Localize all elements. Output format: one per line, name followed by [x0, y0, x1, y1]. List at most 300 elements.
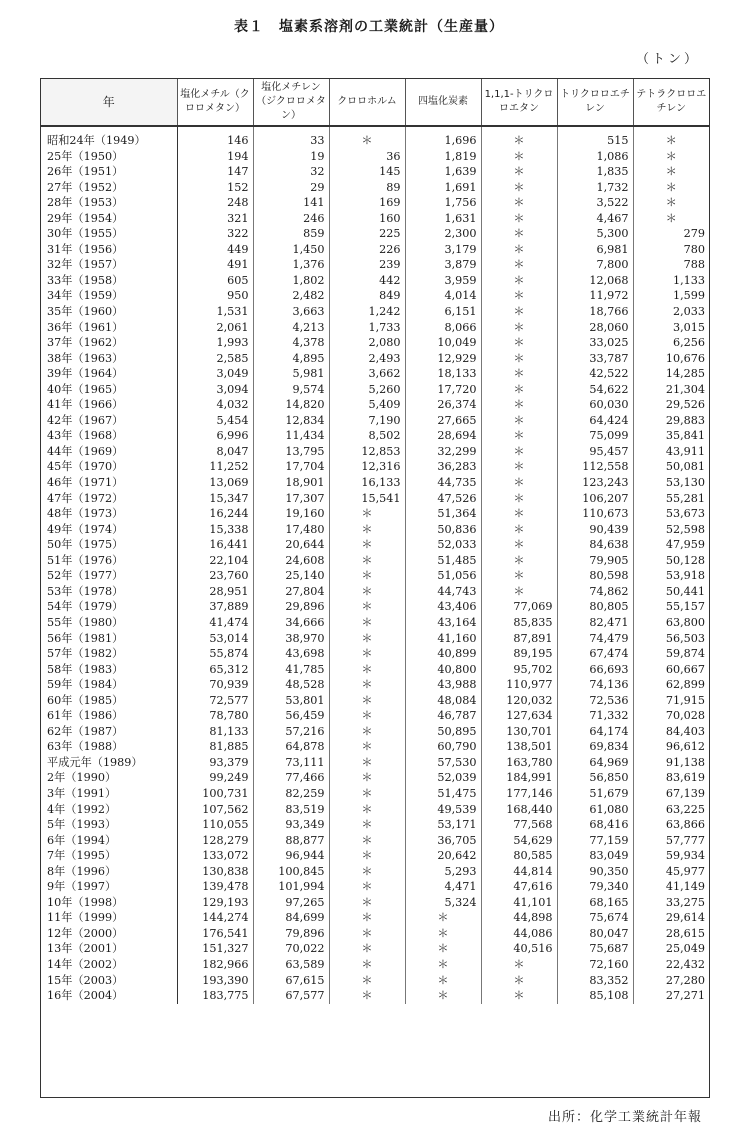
cell-tetrachloroethylene: 57,777 [633, 833, 709, 849]
cell-carbon-tetrachloride: 52,039 [405, 770, 481, 786]
cell-trichloroethylene: 51,679 [557, 786, 633, 802]
cell-trichloroethane: 47,616 [481, 879, 557, 895]
cell-chloroform: ＊ [329, 833, 405, 849]
table-row [41, 926, 709, 942]
cell-chloroform: ＊ [329, 802, 405, 818]
cell-dichloromethane: 41,785 [253, 662, 329, 678]
cell-carbon-tetrachloride: 49,539 [405, 802, 481, 818]
cell-tetrachloroethylene: 53,918 [633, 568, 709, 584]
cell-carbon-tetrachloride: ＊ [405, 957, 481, 973]
cell-trichloroethane: ＊ [481, 180, 557, 196]
cell-dichloromethane: 24,608 [253, 553, 329, 569]
cell-tetrachloroethylene: 59,934 [633, 848, 709, 864]
cell-year: 38年（1963） [41, 351, 177, 367]
table-row [41, 973, 709, 989]
table-row [41, 739, 709, 755]
table-row [41, 770, 709, 786]
cell-trichloroethylene: 5,300 [557, 226, 633, 242]
cell-chloromethane: 491 [177, 257, 253, 273]
table-row [41, 226, 709, 242]
cell-dichloromethane: 84,699 [253, 910, 329, 926]
cell-trichloroethylene: 84,638 [557, 537, 633, 553]
cell-chloroform: 16,133 [329, 475, 405, 491]
cell-year: 28年（1953） [41, 195, 177, 211]
cell-chloromethane: 248 [177, 195, 253, 211]
table-row [41, 599, 709, 615]
cell-chloromethane: 193,390 [177, 973, 253, 989]
cell-year: 51年（1976） [41, 553, 177, 569]
cell-tetrachloroethylene: 43,911 [633, 444, 709, 460]
cell-carbon-tetrachloride: 51,056 [405, 568, 481, 584]
cell-carbon-tetrachloride: 3,179 [405, 242, 481, 258]
cell-chloromethane: 41,474 [177, 615, 253, 631]
cell-dichloromethane: 19 [253, 149, 329, 165]
cell-carbon-tetrachloride: 44,735 [405, 475, 481, 491]
cell-tetrachloroethylene: 27,271 [633, 988, 709, 1004]
cell-chloroform: ＊ [329, 677, 405, 693]
cell-trichloroethane: 40,516 [481, 941, 557, 957]
table-row [41, 459, 709, 475]
cell-year: 14年（2002） [41, 957, 177, 973]
cell-chloroform: 5,409 [329, 397, 405, 413]
cell-dichloromethane: 56,459 [253, 708, 329, 724]
cell-chloromethane: 107,562 [177, 802, 253, 818]
cell-chloromethane: 3,049 [177, 366, 253, 382]
cell-year: 54年（1979） [41, 599, 177, 615]
source-note: 出所：化学工業統計年報 [547, 1110, 702, 1125]
cell-trichloroethylene: 64,174 [557, 724, 633, 740]
cell-chloromethane: 1,993 [177, 335, 253, 351]
cell-trichloroethylene: 80,805 [557, 599, 633, 615]
cell-year: 2年（1990） [41, 770, 177, 786]
cell-year: 5年（1993） [41, 817, 177, 833]
cell-trichloroethylene: 515 [557, 126, 633, 149]
cell-carbon-tetrachloride: 44,743 [405, 584, 481, 600]
cell-dichloromethane: 79,896 [253, 926, 329, 942]
table-row [41, 988, 709, 1004]
cell-trichloroethane: 130,701 [481, 724, 557, 740]
cell-trichloroethane: ＊ [481, 320, 557, 336]
cell-dichloromethane: 20,644 [253, 537, 329, 553]
cell-year: 52年（1977） [41, 568, 177, 584]
cell-year: 平成元年（1989） [41, 755, 177, 771]
cell-carbon-tetrachloride: 60,790 [405, 739, 481, 755]
cell-carbon-tetrachloride: 36,283 [405, 459, 481, 475]
cell-tetrachloroethylene: 84,403 [633, 724, 709, 740]
statistics-table [40, 78, 710, 1098]
cell-trichloroethylene: 123,243 [557, 475, 633, 491]
cell-chloromethane: 16,441 [177, 537, 253, 553]
cell-chloromethane: 950 [177, 288, 253, 304]
table-row [41, 126, 709, 149]
cell-carbon-tetrachloride: 57,530 [405, 755, 481, 771]
table-row [41, 475, 709, 491]
cell-year: 12年（2000） [41, 926, 177, 942]
cell-chloromethane: 605 [177, 273, 253, 289]
cell-chloromethane: 129,193 [177, 895, 253, 911]
cell-trichloroethylene: 61,080 [557, 802, 633, 818]
cell-chloroform: 145 [329, 164, 405, 180]
table-row [41, 273, 709, 289]
cell-trichloroethylene: 18,766 [557, 304, 633, 320]
cell-trichloroethane: 110,977 [481, 677, 557, 693]
cell-trichloroethane: ＊ [481, 397, 557, 413]
cell-chloroform: ＊ [329, 895, 405, 911]
cell-tetrachloroethylene: 6,256 [633, 335, 709, 351]
cell-trichloroethane: ＊ [481, 444, 557, 460]
cell-trichloroethylene: 77,159 [557, 833, 633, 849]
cell-tetrachloroethylene: 59,874 [633, 646, 709, 662]
cell-chloroform: 1,242 [329, 304, 405, 320]
cell-trichloroethylene: 106,207 [557, 491, 633, 507]
cell-trichloroethane: ＊ [481, 164, 557, 180]
cell-tetrachloroethylene: 35,841 [633, 428, 709, 444]
cell-trichloroethylene: 74,479 [557, 631, 633, 647]
table-row [41, 786, 709, 802]
cell-chloromethane: 78,780 [177, 708, 253, 724]
table-row [41, 802, 709, 818]
cell-year: 32年（1957） [41, 257, 177, 273]
cell-trichloroethane: 95,702 [481, 662, 557, 678]
cell-dichloromethane: 4,378 [253, 335, 329, 351]
cell-tetrachloroethylene: 56,503 [633, 631, 709, 647]
table-row [41, 662, 709, 678]
cell-year: 47年（1972） [41, 491, 177, 507]
table-row [41, 957, 709, 973]
cell-trichloroethylene: 33,025 [557, 335, 633, 351]
cell-dichloromethane: 17,704 [253, 459, 329, 475]
cell-year: 6年（1994） [41, 833, 177, 849]
table-row [41, 506, 709, 522]
cell-carbon-tetrachloride: 48,084 [405, 693, 481, 709]
cell-trichloroethylene: 75,687 [557, 941, 633, 957]
cell-year: 25年（1950） [41, 149, 177, 165]
cell-trichloroethane: ＊ [481, 491, 557, 507]
cell-carbon-tetrachloride: 12,929 [405, 351, 481, 367]
cell-tetrachloroethylene: 67,139 [633, 786, 709, 802]
cell-year: 49年（1974） [41, 522, 177, 538]
cell-dichloromethane: 1,376 [253, 257, 329, 273]
cell-dichloromethane: 64,878 [253, 739, 329, 755]
table-row [41, 195, 709, 211]
cell-chloroform: 442 [329, 273, 405, 289]
cell-trichloroethylene: 95,457 [557, 444, 633, 460]
cell-dichloromethane: 93,349 [253, 817, 329, 833]
cell-tetrachloroethylene: 70,028 [633, 708, 709, 724]
cell-chloromethane: 151,327 [177, 941, 253, 957]
table-row [41, 910, 709, 926]
cell-trichloroethane: ＊ [481, 568, 557, 584]
cell-chloromethane: 128,279 [177, 833, 253, 849]
cell-tetrachloroethylene: 53,130 [633, 475, 709, 491]
header-trichloroethane: 1,1,1-トリクロロエタン [481, 79, 557, 126]
cell-trichloroethylene: 6,981 [557, 242, 633, 258]
cell-trichloroethylene: 68,416 [557, 817, 633, 833]
table-row [41, 755, 709, 771]
cell-trichloroethane: ＊ [481, 304, 557, 320]
cell-trichloroethane: ＊ [481, 537, 557, 553]
cell-year: 34年（1959） [41, 288, 177, 304]
cell-trichloroethylene: 80,598 [557, 568, 633, 584]
table-row [41, 677, 709, 693]
cell-tetrachloroethylene: 91,138 [633, 755, 709, 771]
cell-dichloromethane: 29,896 [253, 599, 329, 615]
cell-tetrachloroethylene: 29,614 [633, 910, 709, 926]
cell-dichloromethane: 246 [253, 211, 329, 227]
cell-tetrachloroethylene: 71,915 [633, 693, 709, 709]
cell-carbon-tetrachloride: 51,485 [405, 553, 481, 569]
table-row [41, 351, 709, 367]
cell-chloroform: 12,316 [329, 459, 405, 475]
cell-dichloromethane: 859 [253, 226, 329, 242]
cell-tetrachloroethylene: 2,033 [633, 304, 709, 320]
cell-trichloroethylene: 54,622 [557, 382, 633, 398]
cell-carbon-tetrachloride: 4,471 [405, 879, 481, 895]
cell-trichloroethane: 41,101 [481, 895, 557, 911]
cell-year: 13年（2001） [41, 941, 177, 957]
cell-dichloromethane: 11,434 [253, 428, 329, 444]
cell-dichloromethane: 70,022 [253, 941, 329, 957]
cell-year: 45年（1970） [41, 459, 177, 475]
table-row [41, 149, 709, 165]
cell-year: 15年（2003） [41, 973, 177, 989]
cell-carbon-tetrachloride: 1,631 [405, 211, 481, 227]
cell-chloromethane: 449 [177, 242, 253, 258]
cell-chloroform: ＊ [329, 724, 405, 740]
cell-trichloroethylene: 11,972 [557, 288, 633, 304]
cell-chloroform: ＊ [329, 553, 405, 569]
cell-year: 55年（1980） [41, 615, 177, 631]
cell-tetrachloroethylene: 22,432 [633, 957, 709, 973]
table-row [41, 631, 709, 647]
cell-chloromethane: 4,032 [177, 397, 253, 413]
table-row [41, 817, 709, 833]
table-row [41, 941, 709, 957]
cell-carbon-tetrachloride: 6,151 [405, 304, 481, 320]
cell-tetrachloroethylene: 41,149 [633, 879, 709, 895]
cell-chloroform: 226 [329, 242, 405, 258]
cell-trichloroethylene: 110,673 [557, 506, 633, 522]
cell-trichloroethane: 163,780 [481, 755, 557, 771]
table-row [41, 646, 709, 662]
cell-chloroform: ＊ [329, 879, 405, 895]
cell-dichloromethane: 57,216 [253, 724, 329, 740]
cell-year: 26年（1951） [41, 164, 177, 180]
cell-trichloroethylene: 75,674 [557, 910, 633, 926]
cell-chloroform: 2,493 [329, 351, 405, 367]
cell-tetrachloroethylene: 62,899 [633, 677, 709, 693]
cell-dichloromethane: 17,480 [253, 522, 329, 538]
cell-dichloromethane: 34,666 [253, 615, 329, 631]
cell-chloromethane: 146 [177, 126, 253, 149]
cell-carbon-tetrachloride: 5,293 [405, 864, 481, 880]
cell-year: 31年（1956） [41, 242, 177, 258]
cell-chloromethane: 22,104 [177, 553, 253, 569]
cell-tetrachloroethylene: ＊ [633, 180, 709, 196]
cell-year: 59年（1984） [41, 677, 177, 693]
cell-year: 3年（1991） [41, 786, 177, 802]
cell-year: 16年（2004） [41, 988, 177, 1004]
cell-chloromethane: 144,274 [177, 910, 253, 926]
table-row [41, 491, 709, 507]
cell-trichloroethane: ＊ [481, 257, 557, 273]
cell-chloromethane: 2,061 [177, 320, 253, 336]
cell-trichloroethane: 120,032 [481, 693, 557, 709]
cell-dichloromethane: 77,466 [253, 770, 329, 786]
cell-carbon-tetrachloride: 40,899 [405, 646, 481, 662]
table-row [41, 335, 709, 351]
cell-trichloroethane: 138,501 [481, 739, 557, 755]
cell-trichloroethane: 77,069 [481, 599, 557, 615]
table-row [41, 724, 709, 740]
cell-trichloroethylene: 33,787 [557, 351, 633, 367]
cell-dichloromethane: 100,845 [253, 864, 329, 880]
cell-chloroform: ＊ [329, 693, 405, 709]
cell-trichloroethane: ＊ [481, 988, 557, 1004]
cell-trichloroethylene: 79,340 [557, 879, 633, 895]
cell-trichloroethane: 89,195 [481, 646, 557, 662]
cell-chloroform: ＊ [329, 755, 405, 771]
cell-carbon-tetrachloride: 3,879 [405, 257, 481, 273]
cell-trichloroethylene: 67,474 [557, 646, 633, 662]
cell-dichloromethane: 1,802 [253, 273, 329, 289]
cell-chloroform: ＊ [329, 646, 405, 662]
cell-tetrachloroethylene: 63,225 [633, 802, 709, 818]
header-trichloroethylene: トリクロロエチレン [557, 79, 633, 126]
cell-trichloroethane: 168,440 [481, 802, 557, 818]
cell-chloromethane: 15,338 [177, 522, 253, 538]
cell-carbon-tetrachloride: 43,406 [405, 599, 481, 615]
cell-trichloroethane: ＊ [481, 351, 557, 367]
cell-chloroform: ＊ [329, 770, 405, 786]
cell-chloroform: 89 [329, 180, 405, 196]
cell-dichloromethane: 18,901 [253, 475, 329, 491]
cell-year: 60年（1985） [41, 693, 177, 709]
cell-dichloromethane: 97,265 [253, 895, 329, 911]
cell-chloromethane: 11,252 [177, 459, 253, 475]
cell-dichloromethane: 63,589 [253, 957, 329, 973]
cell-year: 44年（1969） [41, 444, 177, 460]
cell-chloromethane: 70,939 [177, 677, 253, 693]
cell-carbon-tetrachloride: 20,642 [405, 848, 481, 864]
cell-tetrachloroethylene: 28,615 [633, 926, 709, 942]
cell-chloroform: ＊ [329, 988, 405, 1004]
cell-chloromethane: 110,055 [177, 817, 253, 833]
cell-chloromethane: 28,951 [177, 584, 253, 600]
cell-chloromethane: 183,775 [177, 988, 253, 1004]
cell-chloroform: ＊ [329, 957, 405, 973]
table-body [41, 126, 709, 1004]
cell-trichloroethylene: 7,800 [557, 257, 633, 273]
table-row [41, 615, 709, 631]
cell-dichloromethane: 14,820 [253, 397, 329, 413]
cell-trichloroethane: 44,086 [481, 926, 557, 942]
cell-dichloromethane: 17,307 [253, 491, 329, 507]
cell-year: 48年（1973） [41, 506, 177, 522]
cell-chloroform: 5,260 [329, 382, 405, 398]
cell-year: 30年（1955） [41, 226, 177, 242]
cell-carbon-tetrachloride: 40,800 [405, 662, 481, 678]
cell-chloroform: 169 [329, 195, 405, 211]
cell-year: 11年（1999） [41, 910, 177, 926]
cell-trichloroethane: 177,146 [481, 786, 557, 802]
cell-chloromethane: 72,577 [177, 693, 253, 709]
cell-tetrachloroethylene: ＊ [633, 149, 709, 165]
cell-trichloroethane: 80,585 [481, 848, 557, 864]
cell-trichloroethylene: 90,350 [557, 864, 633, 880]
cell-trichloroethane: ＊ [481, 957, 557, 973]
cell-tetrachloroethylene: 47,959 [633, 537, 709, 553]
cell-dichloromethane: 5,981 [253, 366, 329, 382]
cell-chloromethane: 182,966 [177, 957, 253, 973]
table-row [41, 320, 709, 336]
cell-chloroform: ＊ [329, 926, 405, 942]
cell-chloroform: ＊ [329, 506, 405, 522]
cell-year: 昭和24年（1949） [41, 126, 177, 149]
cell-dichloromethane: 27,804 [253, 584, 329, 600]
table-row [41, 164, 709, 180]
cell-trichloroethane: ＊ [481, 242, 557, 258]
cell-trichloroethane: ＊ [481, 584, 557, 600]
cell-tetrachloroethylene: 14,285 [633, 366, 709, 382]
cell-trichloroethylene: 68,165 [557, 895, 633, 911]
cell-year: 37年（1962） [41, 335, 177, 351]
cell-dichloromethane: 48,528 [253, 677, 329, 693]
table-row [41, 553, 709, 569]
cell-carbon-tetrachloride: 2,300 [405, 226, 481, 242]
cell-tetrachloroethylene: 25,049 [633, 941, 709, 957]
cell-chloromethane: 53,014 [177, 631, 253, 647]
cell-dichloromethane: 29 [253, 180, 329, 196]
cell-dichloromethane: 141 [253, 195, 329, 211]
cell-tetrachloroethylene: 96,612 [633, 739, 709, 755]
cell-trichloroethane: ＊ [481, 126, 557, 149]
cell-dichloromethane: 73,111 [253, 755, 329, 771]
cell-tetrachloroethylene: 780 [633, 242, 709, 258]
cell-chloromethane: 147 [177, 164, 253, 180]
cell-dichloromethane: 82,259 [253, 786, 329, 802]
cell-carbon-tetrachloride: 41,160 [405, 631, 481, 647]
cell-year: 35年（1960） [41, 304, 177, 320]
cell-chloromethane: 139,478 [177, 879, 253, 895]
cell-trichloroethane: ＊ [481, 428, 557, 444]
cell-carbon-tetrachloride: 1,639 [405, 164, 481, 180]
cell-chloroform: ＊ [329, 817, 405, 833]
table-row [41, 708, 709, 724]
cell-trichloroethane: ＊ [481, 475, 557, 491]
cell-trichloroethylene: 42,522 [557, 366, 633, 382]
cell-chloromethane: 1,531 [177, 304, 253, 320]
cell-trichloroethane: ＊ [481, 335, 557, 351]
cell-dichloromethane: 12,834 [253, 413, 329, 429]
cell-carbon-tetrachloride: 43,164 [405, 615, 481, 631]
cell-tetrachloroethylene: 63,866 [633, 817, 709, 833]
cell-year: 61年（1986） [41, 708, 177, 724]
cell-chloroform: 3,662 [329, 366, 405, 382]
cell-chloroform: ＊ [329, 864, 405, 880]
cell-chloromethane: 6,996 [177, 428, 253, 444]
cell-carbon-tetrachloride: 43,988 [405, 677, 481, 693]
cell-year: 41年（1966） [41, 397, 177, 413]
cell-carbon-tetrachloride: 47,526 [405, 491, 481, 507]
table-row [41, 895, 709, 911]
cell-carbon-tetrachloride: 17,720 [405, 382, 481, 398]
cell-year: 27年（1952） [41, 180, 177, 196]
cell-trichloroethylene: 72,160 [557, 957, 633, 973]
cell-chloromethane: 55,874 [177, 646, 253, 662]
cell-dichloromethane: 67,577 [253, 988, 329, 1004]
cell-carbon-tetrachloride: 27,665 [405, 413, 481, 429]
